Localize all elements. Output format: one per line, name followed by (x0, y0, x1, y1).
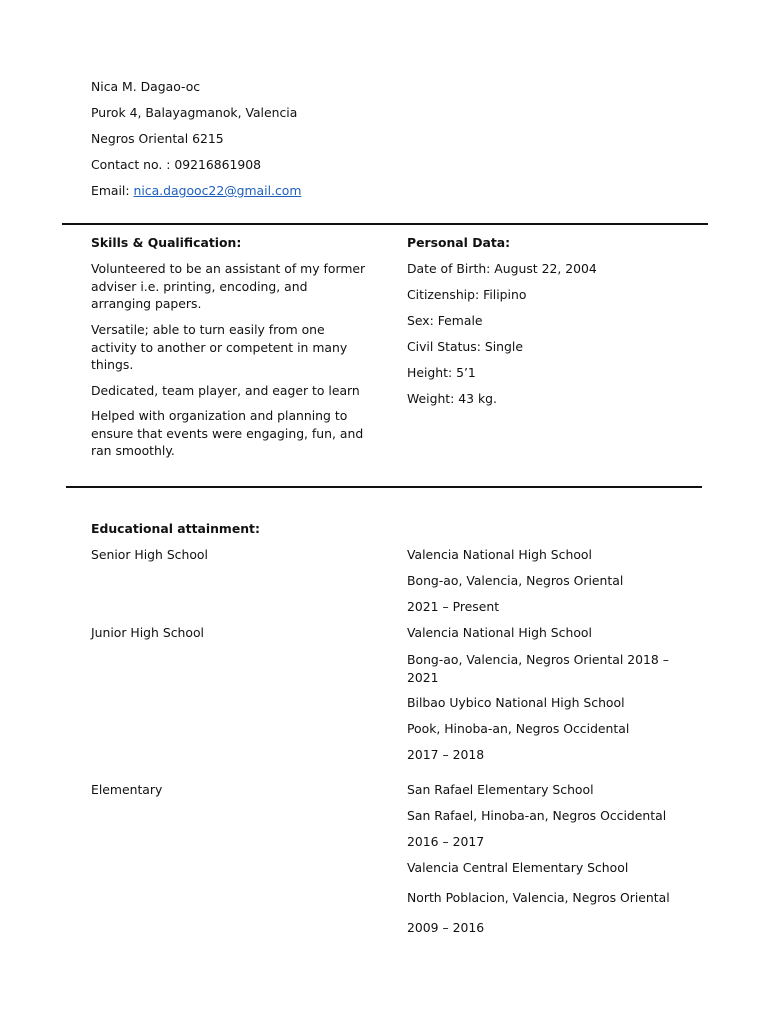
education-location: Bong-ao, Valencia, Negros Oriental 2018 – 2021 (407, 652, 669, 685)
personal-heading: Personal Data: (407, 235, 511, 250)
personal-item: Date of Birth: August 22, 2004 (407, 261, 597, 276)
address-line-2: Negros Oriental 6215 (91, 131, 224, 146)
skills-item: Versatile; able to turn easily from one activity to another or competent in many things. (91, 322, 348, 372)
skills-item: Helped with organization and planning to ensure that events were engaging, fun, and ran smoothly. (91, 408, 364, 458)
personal-item: Weight: 43 kg. (407, 391, 497, 406)
education-years: 2016 – 2017 (407, 834, 485, 849)
education-school: Valencia National High School (407, 547, 592, 562)
education-location: San Rafael, Hinoba-an, Negros Occidental (407, 808, 667, 823)
skills-item: Dedicated, team player, and eager to learn (91, 383, 360, 398)
education-heading: Educational attainment: (91, 521, 260, 536)
education-years: 2009 – 2016 (407, 920, 485, 935)
address-line-1: Purok 4, Balayagmanok, Valencia (91, 105, 298, 120)
skills-item: Volunteered to be an assistant of my former adviser i.e. printing, encoding, and arranging papers. (91, 261, 366, 311)
education-level-junior: Junior High School (91, 625, 204, 640)
education-school: San Rafael Elementary School (407, 782, 594, 797)
education-level-senior: Senior High School (91, 547, 208, 562)
education-location: Bong-ao, Valencia, Negros Oriental (407, 573, 624, 588)
education-school: Bilbao Uybico National High School (407, 695, 625, 710)
personal-item: Height: 5’1 (407, 365, 476, 380)
contact-number: Contact no. : 09216861908 (91, 157, 262, 172)
applicant-name: Nica M. Dagao-oc (91, 79, 201, 94)
education-level-elementary: Elementary (91, 782, 163, 797)
email-link[interactable]: nica.dagooc22@gmail.com (133, 183, 302, 198)
education-school: Valencia Central Elementary School (407, 860, 629, 875)
education-school: Valencia National High School (407, 625, 592, 640)
skills-heading: Skills & Qualification: (91, 235, 242, 250)
education-years: 2017 – 2018 (407, 747, 485, 762)
email-label: Email: (91, 183, 134, 198)
personal-item: Citizenship: Filipino (407, 287, 527, 302)
divider-middle (66, 486, 702, 488)
personal-item: Civil Status: Single (407, 339, 523, 354)
email-line (91, 182, 301, 200)
education-location: North Poblacion, Valencia, Negros Oriental (407, 890, 670, 905)
education-location: Pook, Hinoba-an, Negros Occidental (407, 721, 630, 736)
divider-top (62, 223, 708, 225)
education-years: 2021 – Present (407, 599, 500, 614)
personal-item: Sex: Female (407, 313, 483, 328)
